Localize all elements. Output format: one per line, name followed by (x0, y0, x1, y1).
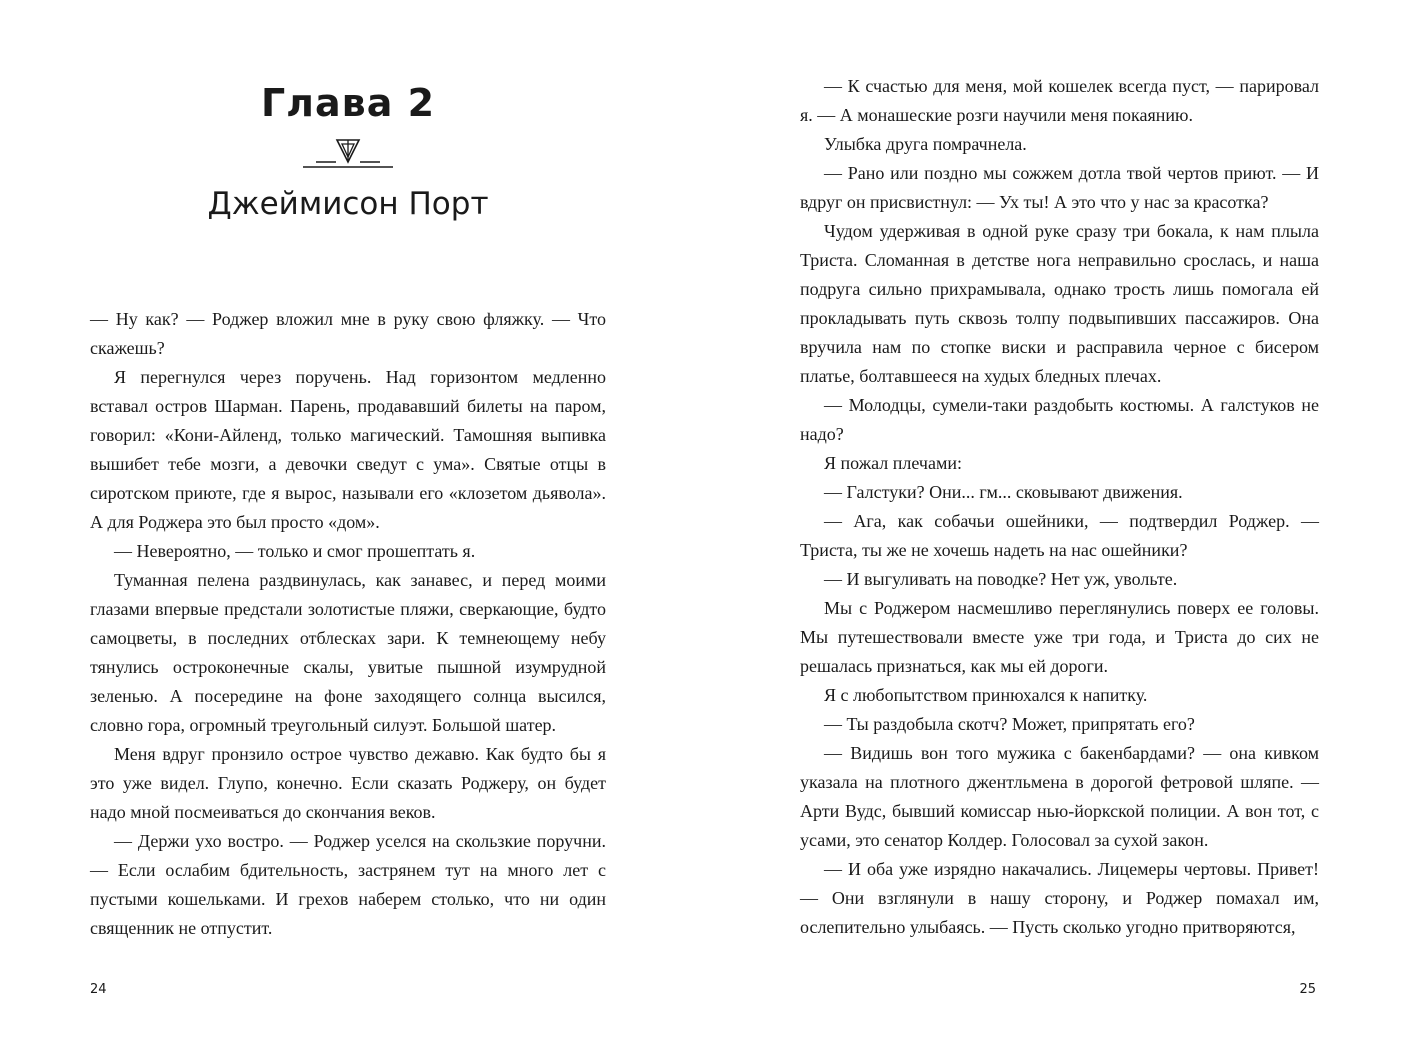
paragraph: — Видишь вон того мужика с бакенбардами? — она кивком указала на плотного джентльмена в дорогой фетровой шляпе. — Арти Вудс, бывший комиссар нью-йоркской полиции. А вон тот, с усами, это сенатор Колдер. Голосовал за сухой закон. (800, 743, 1319, 850)
left-body-text (90, 305, 606, 943)
paragraph: Улыбка друга помрачнела. (824, 134, 1027, 154)
paragraph: — И оба уже изрядно накачались. Лицемеры чертовы. Привет! — Они взглянули в нашу сторону, и Роджер помахал им, ослепительно улыбаясь. — Пусть сколько угодно притворяются, (800, 859, 1319, 937)
page-number-left: 24 (90, 982, 107, 997)
paragraph: — Галстуки? Они... гм... сковывают движения. (824, 482, 1183, 502)
paragraph: Я перегнулся через поручень. Над горизонтом медленно вставал остров Шарман. Парень, продававший билеты на паром, говорил: «Кони-Айленд, только магический. Тамошняя выпивка вышибет тебе мозги, а девочки сведут с ума». Святые отцы в сиротском приюте, где я вырос, называли его «клозетом дьявола». А для Роджера это был просто «дом». (90, 367, 606, 532)
paragraph: — К счастью для меня, мой кошелек всегда пуст, — парировал я. — А монашеские розги научили меня покаянию. (800, 76, 1319, 125)
paragraph: Я пожал плечами: (824, 453, 962, 473)
chapter-number: Глава 2 (260, 81, 436, 125)
paragraph: Мы с Роджером насмешливо переглянулись поверх ее головы. Мы путешествовали вместе уже три года, и Триста до сих не решалась признаться, как мы ей дороги. (800, 598, 1319, 676)
paragraph: — Ага, как собачьи ошейники, — подтвердил Роджер. — Триста, ты же не хочешь надеть на нас ошейники? (800, 511, 1319, 560)
paragraph: Туманная пелена раздвинулась, как занавес, и перед моими глазами впервые предстали золотистые пляжи, сверкающие, будто самоцветы, в последних отблесках зари. К темнеющему небу тянулись остроконечные скалы, увитые пышной изумрудной зеленью. А посередине на фоне заходящего солнца высился, словно гора, огромный треугольный силуэт. Большой шатер. (90, 570, 606, 735)
paragraph: Меня вдруг пронзило острое чувство дежавю. Как будто бы я это уже видел. Глупо, конечно. Если сказать Роджеру, он будет надо мной посмеиваться до скончания веков. (90, 744, 606, 822)
paragraph: — И выгуливать на поводке? Нет уж, увольте. (824, 569, 1178, 589)
chapter-ornament-icon (303, 138, 393, 170)
right-page (703, 0, 1406, 1042)
paragraph: — Держи ухо востро. — Роджер уселся на скользкие поручни. — Если ослабим бдительность, застрянем тут на много лет с пустыми кошельками. И грехов наберем столько, что ни один священник не отпустит. (90, 831, 606, 938)
paragraph: Чудом удерживая в одной руке сразу три бокала, к нам плыла Триста. Сломанная в детстве нога неправильно срослась, и наша подруга сильно прихрамывала, однако трость лишь помогала ей прокладывать путь сквозь толпу подвыпивших пассажиров. Она вручила нам по стопке виски и расправила черное с бисером платье, болтавшееся на худых бледных плечах. (800, 221, 1319, 386)
page-number-right: 25 (1299, 982, 1316, 997)
chapter-heading (90, 80, 606, 224)
paragraph: — Ну как? — Роджер вложил мне в руку свою фляжку. — Что скажешь? (90, 309, 606, 358)
right-body-text (800, 72, 1319, 942)
paragraph: — Рано или поздно мы сожжем дотла твой чертов приют. — И вдруг он присвистнул: — Ух ты! А это что у нас за красотка? (800, 163, 1319, 212)
paragraph: — Ты раздобыла скотч? Может, припрятать его? (824, 714, 1195, 734)
paragraph: — Невероятно, — только и смог прошептать я. (114, 541, 476, 561)
chapter-title: Джеймисон Порт (207, 186, 489, 222)
paragraph: Я с любопытством принюхался к напитку. (824, 685, 1148, 705)
paragraph: — Молодцы, сумели-таки раздобыть костюмы. А галстуков не надо? (800, 395, 1319, 444)
